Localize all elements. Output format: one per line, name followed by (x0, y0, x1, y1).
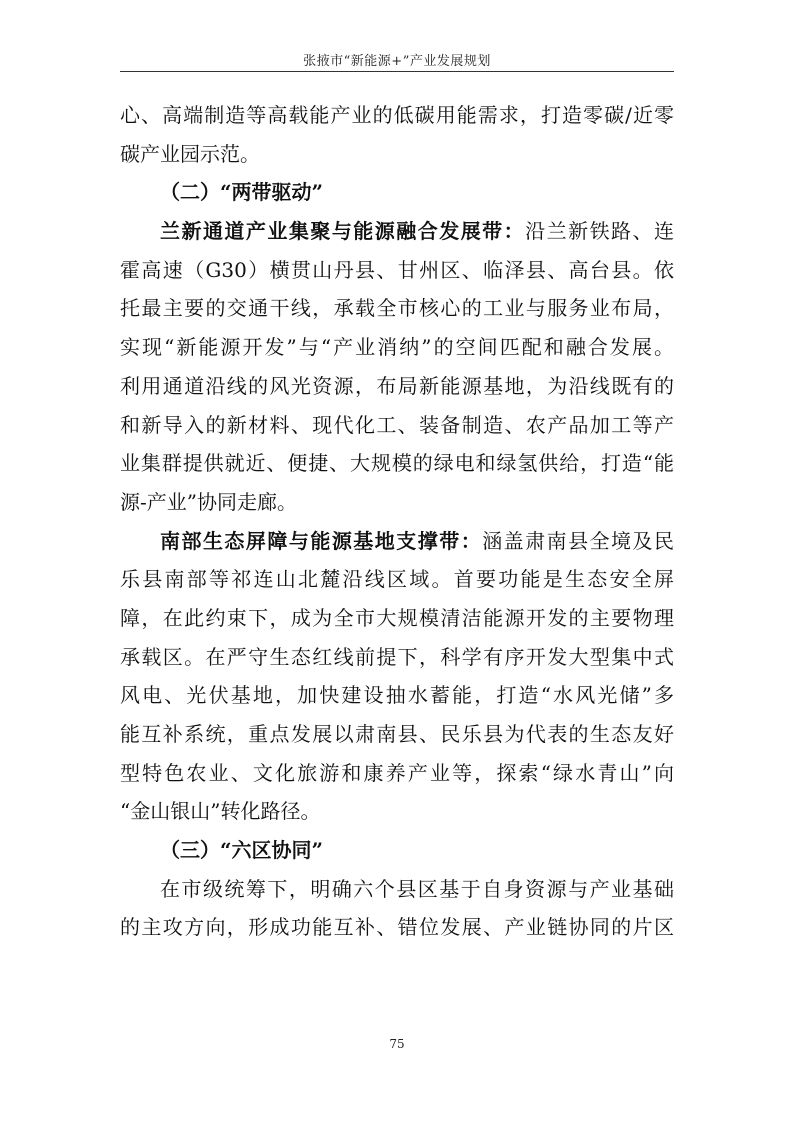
body-line: 碳产业园示范。 (120, 141, 260, 166)
header-rule (120, 71, 674, 72)
body-line: “金山银山”转化路径。 (120, 799, 321, 824)
body-line: 业集群提供就近、便捷、大规模的绿电和绿氢供给，打造“能 (120, 451, 674, 476)
body-line: 承载区。在严守生态红线前提下，科学有序开发大型集中式 (120, 644, 674, 669)
term-heading: 兰新通道产业集聚与能源融合发展带： (160, 219, 526, 244)
body-line: 能互补系统，重点发展以肃南县、民乐县为代表的生态友好 (120, 722, 674, 746)
body-line: 在市级统筹下，明确六个县区基于自身资源与产业基础 (160, 876, 674, 901)
body-line: 霍高速（G30）横贯山丹县、甘州区、临泽县、高台县。依 (120, 257, 674, 282)
body-line: 兰新通道产业集聚与能源融合发展带：沿兰新铁路、连 (160, 219, 675, 244)
body-line: 的主攻方向，形成功能互补、错位发展、产业链协同的片区 (120, 915, 674, 940)
body-line: 南部生态屏障与能源基地支撑带：涵盖肃南县全境及民 (160, 528, 675, 553)
body-line: 和新导入的新材料、现代化工、装备制造、农产品加工等产 (120, 412, 674, 437)
page-body (120, 96, 674, 947)
body-line: 利用通道沿线的风光资源，布局新能源基地，为沿线既有的 (120, 373, 674, 398)
body-line: 风电、光伏基地，加快建设抽水蓄能，打造“水风光储”多 (120, 683, 674, 708)
body-line: 障，在此约束下，成为全市大规模清洁能源开发的主要物理 (120, 605, 674, 630)
body-line: 实现“新能源开发”与“产业消纳”的空间匹配和融合发展。 (120, 335, 674, 360)
body-line: 型特色农业、文化旅游和康养产业等，探索“绿水青山”向 (120, 760, 674, 785)
page-number: 75 (389, 1037, 405, 1051)
body-line: 心、高端制造等高载能产业的低碳用能需求，打造零碳/近零 (120, 103, 674, 127)
body-line: 乐县南部等祁连山北麓沿线区域。首要功能是生态安全屏 (120, 567, 674, 592)
body-line: 源-产业”协同走廊。 (120, 489, 297, 514)
section-heading: （二）“两带驱动” (160, 180, 324, 205)
term-heading: 南部生态屏障与能源基地支撑带： (160, 528, 483, 553)
body-line: 托最主要的交通干线，承载全市核心的工业与服务业布局， (120, 296, 674, 321)
section-heading: （三）“六区协同” (160, 838, 324, 863)
running-header: 张掖市“新能源+”产业发展规划 (303, 54, 491, 69)
